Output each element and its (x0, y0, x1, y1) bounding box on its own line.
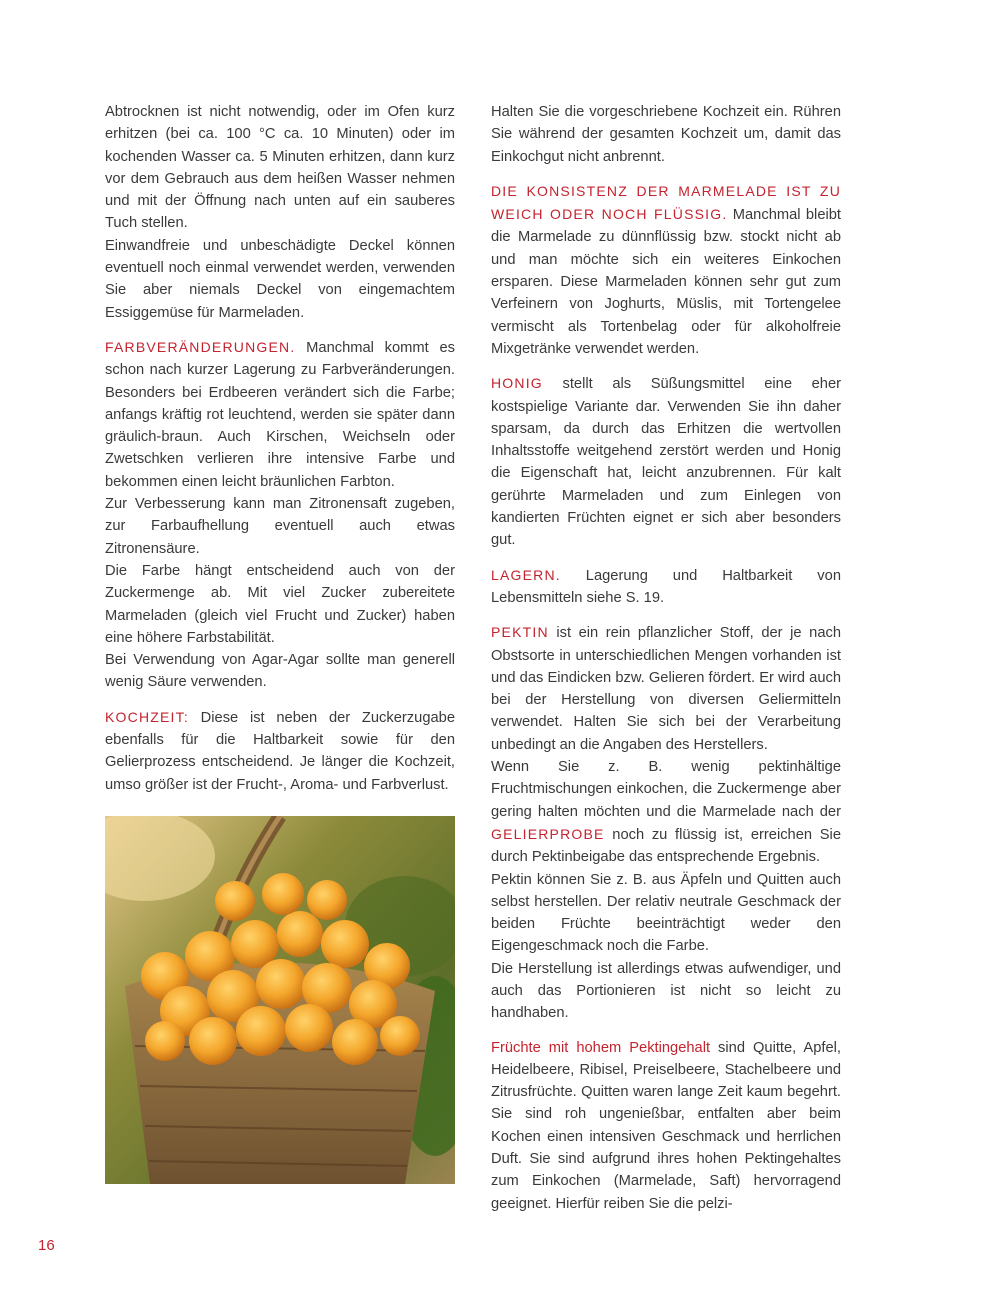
paragraph-herstellung: Die Herstellung ist allerdings etwas aufwendiger, und auch das Portionieren ist nicht so leicht zu handhaben. (491, 960, 841, 1022)
paragraph-lagern (491, 564, 841, 610)
link-gelierprobe[interactable]: GELIERPROBE (491, 825, 605, 842)
text-konsistenz: Manchmal bleibt die Marmelade zu dünnflüssig bzw. stockt nicht ab und man möchte sich ein weiteres Einkochen ersparen. Diese Marmeladen können sehr gut zum Verfeinern von Joghurts, Müslis, mit Tortengelee vermischt als Tortenbelag oder für alkoholfreie Mixgetränke verwendet werden. (491, 207, 841, 357)
heading-farbveraenderungen: FARBVERÄNDERUNGEN. (105, 338, 296, 355)
paragraph-fruechte (491, 1037, 841, 1215)
text-fruchtmischungen-a: Wenn Sie z. B. wenig pektinhältige Fruchtmischungen einkochen, die Zuckermenge aber gering halten möchten und die Marmelade nach der (491, 759, 841, 820)
paragraph-honig (491, 372, 841, 551)
paragraph-kochzeit (105, 706, 455, 796)
paragraph-farbveraenderungen (105, 336, 455, 493)
paragraph-pektin (491, 621, 841, 756)
text-pektin: ist ein rein pflanzlicher Stoff, der je nach Obstsorte in unterschiedlichen Mengen vorhanden ist und das Eindicken bzw. Gelieren fördert. Er wird auch bei der Herstellung von diversen Geliermitteln verwendet. Halten Sie sich bei der Verarbeitung unbedingt an die Angaben des Herstellers. (491, 625, 841, 753)
heading-fruechte: Früchte mit hohem Pektingehalt (491, 1039, 711, 1056)
paragraph-zuckermenge: Die Farbe hängt entscheidend auch von der Zuckermenge ab. Mit viel Zucker zubereitete Marmeladen (gleich viel Frucht und Zucker) haben eine höhere Farbstabilität. (105, 562, 455, 646)
heading-konsistenz: DIE KONSISTENZ DER MARMELADE IST ZU WEICH ODER NOCH FLÜSSIG. (491, 182, 841, 223)
heading-pektin: PEKTIN (491, 624, 549, 641)
text-kochzeit: Diese ist neben der Zuckerzugabe ebenfalls für die Haltbarkeit sowie für den Gelierprozess entscheidend. Je länger die Kochzeit, umso größer ist der Frucht-, Aroma- und Farbverlust. (105, 709, 455, 793)
paragraph-deckel: Einwandfreie und unbeschädigte Deckel können eventuell noch einmal verwendet werden, verwenden Sie aber niemals Deckel von eingemachtem Essiggemüse für Marmeladen. (105, 237, 455, 321)
page-number: 16 (38, 1237, 55, 1254)
text-fruechte: sind Quitte, Apfel, Heidelbeere, Ribisel, Preiselbeere, Stachelbeere und Zitrusfrüchte. Quitten waren lange Zeit kaum begehrt. Sie sind roh ungenießbar, entfalten aber beim Kochen einen intensiven Geschmack und herrlichen Duft. Sie sind aufgrund ihres hohen Pektingehaltes zum Einkochen (Marmelade, Saft) hervorragend geeignet. Hierfür reiben Sie die pelzi- (491, 1039, 841, 1212)
text-honig: stellt als Süßungsmittel eine eher kostspielige Variante dar. Verwenden Sie ihn daher sparsam, da durch das Erhitzen die wertvollen Inhaltsstoffe weitgehend zerstört werden und Honig die Eigenschaft hat, leicht anzubrennen. Für kalt gerührte Marmeladen und zum Einlegen von kandierten Früchten eignet er sich aber besonders gut. (491, 376, 841, 549)
paragraph-zitronensaft: Zur Verbesserung kann man Zitronensaft zugeben, zur Farbaufhellung eventuell auch etwas Zitronensäure. (105, 496, 455, 557)
heading-lagern: LAGERN. (491, 566, 561, 583)
right-column (491, 101, 841, 1215)
paragraph-konsistenz (491, 180, 841, 360)
apricot-basket-photo (105, 816, 455, 1184)
text-lagern: Lagerung und Haltbarkeit von Lebensmitteln siehe S. 19. (491, 567, 841, 606)
paragraph-abtrocknen: Abtrocknen ist nicht notwendig, oder im Ofen kurz erhitzen (bei ca. 100 °C ca. 10 Minuten) oder im kochenden Wasser ca. 5 Minuten erhitzen, dann kurz vor dem Gebrauch aus dem heißen Wasser nehmen und mit der Öffnung nach unten auf ein sauberes Tuch stellen. (105, 104, 455, 232)
paragraph-agar-agar: Bei Verwendung von Agar-Agar sollte man generell wenig Säure verwenden. (105, 652, 455, 691)
paragraph-pektin-selbst: Pektin können Sie z. B. aus Äpfeln und Quitten auch selbst herstellen. Der relativ neutrale Geschmack der beiden Früchte beeinträchtigt weder den Eigengeschmack noch die Farbe. (491, 871, 841, 955)
text-farbveraenderungen: Manchmal kommt es schon nach kurzer Lagerung zu Farbveränderungen. Besonders bei Erdbeeren verändert sich die Farbe; anfangs kräftig rot leuchtend, werden sie später dann gräulich-braun. Auch Kirschen, Weichseln oder Zwetschken verlieren ihre intensive Farbe und bekommen einen leicht bräunlichen Farbton. (105, 339, 455, 490)
paragraph-fruchtmischungen (491, 756, 841, 868)
paragraph-kochzeit-einhalten: Halten Sie die vorgeschriebene Kochzeit ein. Rühren Sie während der gesamten Kochzeit um, damit das Einkochgut nicht anbrennt. (491, 104, 841, 165)
heading-kochzeit: KOCHZEIT: (105, 708, 189, 725)
left-column (105, 101, 455, 796)
heading-honig: HONIG (491, 375, 543, 392)
text-fruchtmischungen-b: noch zu flüssig ist, erreichen Sie durch Pektinbeigabe das entsprechende Ergebnis. (491, 826, 841, 866)
